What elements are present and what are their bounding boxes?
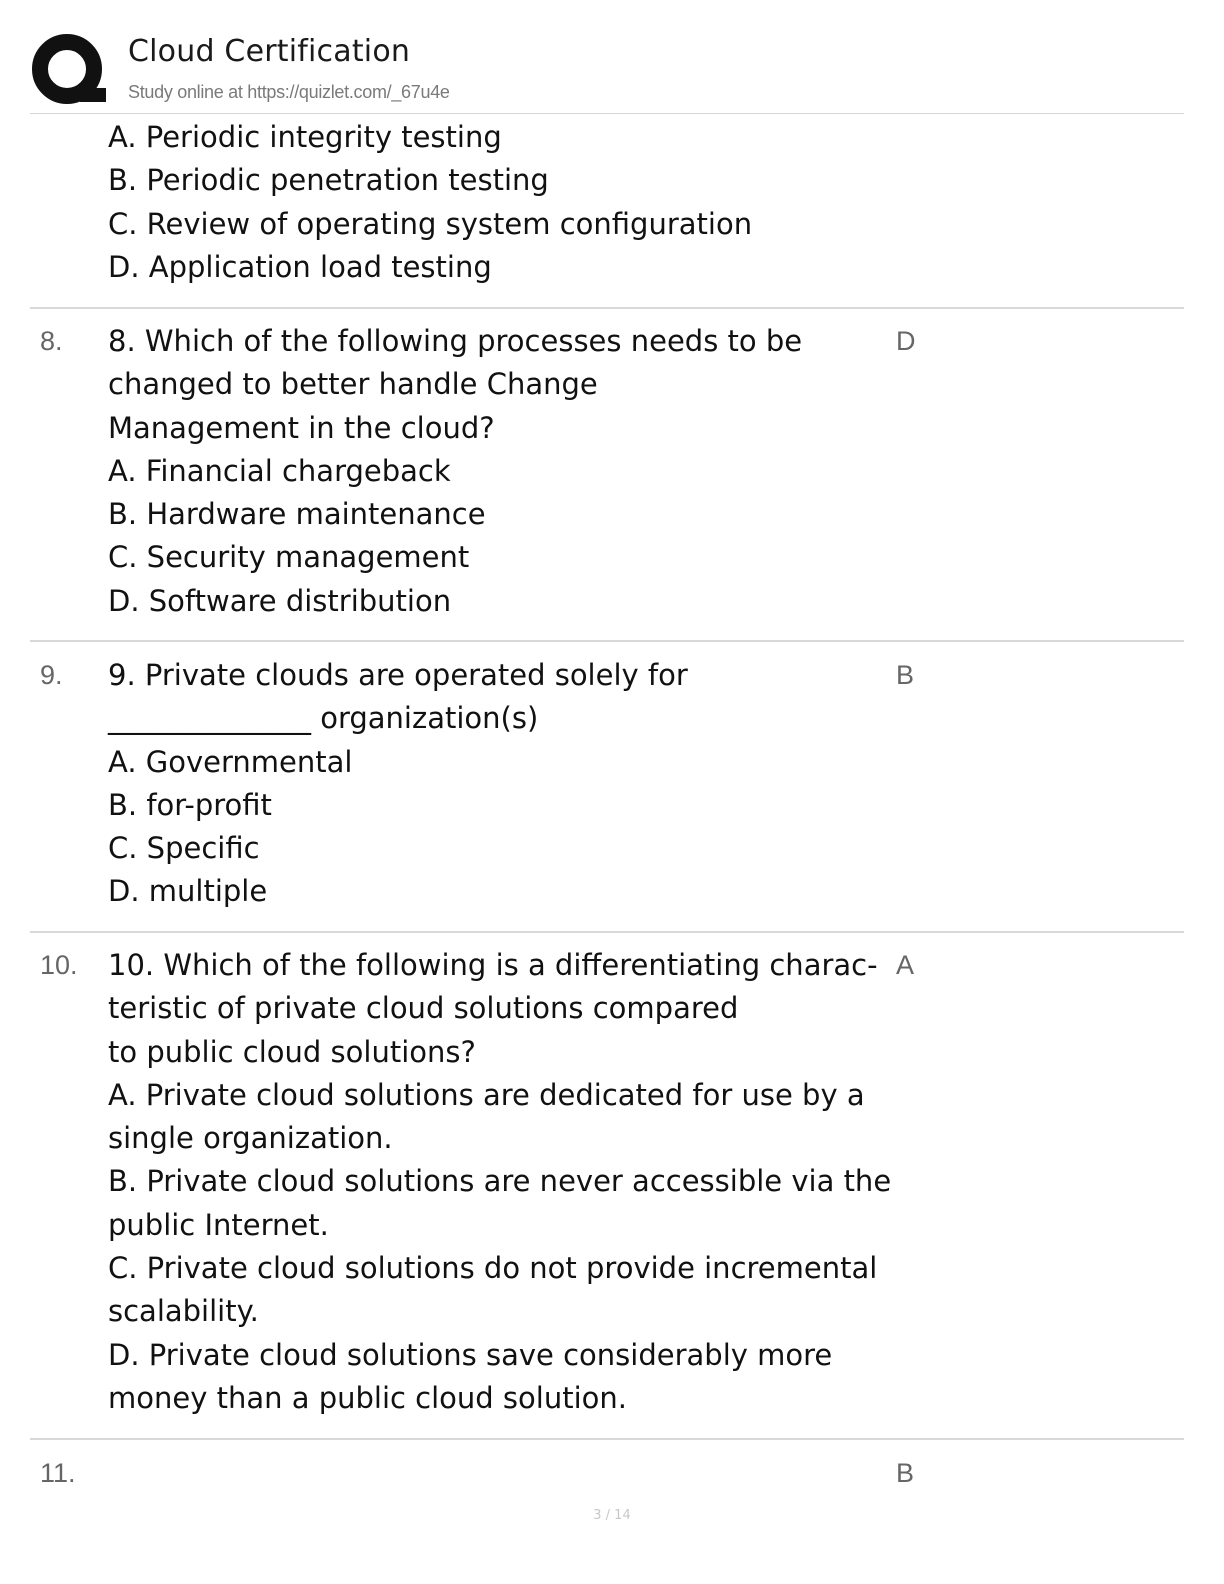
option-line: public Internet. bbox=[108, 1207, 329, 1242]
card-number: 9. bbox=[40, 660, 63, 690]
option-line: A. Periodic integrity testing bbox=[108, 120, 502, 154]
card-text bbox=[108, 654, 908, 914]
question-line: ______________ organization(s) bbox=[108, 701, 539, 736]
option-line: C. Security management bbox=[108, 540, 470, 575]
study-online-link[interactable]: Study online at https://quizlet.com/_67u4e bbox=[128, 82, 450, 102]
option-line: D. Application load testing bbox=[108, 249, 492, 284]
card-divider bbox=[30, 931, 1184, 933]
option-line: D. multiple bbox=[108, 874, 268, 909]
card-answer: D bbox=[896, 326, 916, 356]
option-line: A. Governmental bbox=[108, 744, 353, 779]
option-line: A. Financial chargeback bbox=[108, 453, 451, 488]
card-number: 11. bbox=[40, 1458, 76, 1488]
card-answer: B bbox=[896, 660, 915, 690]
question-line: 10. Which of the following is a differentiating charac- bbox=[108, 948, 878, 982]
page-header bbox=[30, 28, 1184, 114]
option-line: D. Private cloud solutions save considerably more bbox=[108, 1337, 833, 1372]
deck-title: Cloud Certification bbox=[128, 34, 411, 69]
option-line: A. Private cloud solutions are dedicated for use by a bbox=[108, 1077, 865, 1112]
question-line: Management in the cloud? bbox=[108, 410, 495, 445]
option-line: scalability. bbox=[108, 1294, 259, 1329]
option-line: B. Private cloud solutions are never accessible via the bbox=[108, 1164, 892, 1199]
option-line: C. Private cloud solutions do not provide incremental bbox=[108, 1251, 878, 1286]
question-line: changed to better handle Change bbox=[108, 367, 598, 402]
card-divider bbox=[30, 640, 1184, 642]
card-text bbox=[108, 320, 908, 623]
option-line: C. Specific bbox=[108, 831, 260, 866]
option-line: D. Software distribution bbox=[108, 583, 452, 618]
card-number: 8. bbox=[40, 326, 63, 356]
card-number: 10. bbox=[40, 950, 78, 980]
quizlet-logo-icon bbox=[30, 32, 108, 110]
question-line: teristic of private cloud solutions compared bbox=[108, 991, 739, 1026]
card-answer: B bbox=[896, 1458, 915, 1488]
card-divider bbox=[30, 307, 1184, 309]
card-text bbox=[108, 944, 908, 1420]
question-line: 8. Which of the following processes needs to be bbox=[108, 324, 803, 358]
card-answer: A bbox=[896, 950, 915, 980]
page-number: 3 / 14 bbox=[593, 1508, 631, 1523]
option-line: B. for-profit bbox=[108, 787, 272, 822]
option-line: C. Review of operating system configuration bbox=[108, 206, 753, 241]
question-line: to public cloud solutions? bbox=[108, 1034, 476, 1069]
option-line: money than a public cloud solution. bbox=[108, 1380, 627, 1415]
card-text bbox=[108, 116, 908, 289]
option-line: B. Hardware maintenance bbox=[108, 497, 486, 532]
option-line: single organization. bbox=[108, 1121, 393, 1156]
question-line: 9. Private clouds are operated solely for bbox=[108, 658, 688, 692]
header-divider bbox=[30, 113, 1184, 114]
option-line: B. Periodic penetration testing bbox=[108, 163, 549, 198]
card-divider bbox=[30, 1438, 1184, 1440]
